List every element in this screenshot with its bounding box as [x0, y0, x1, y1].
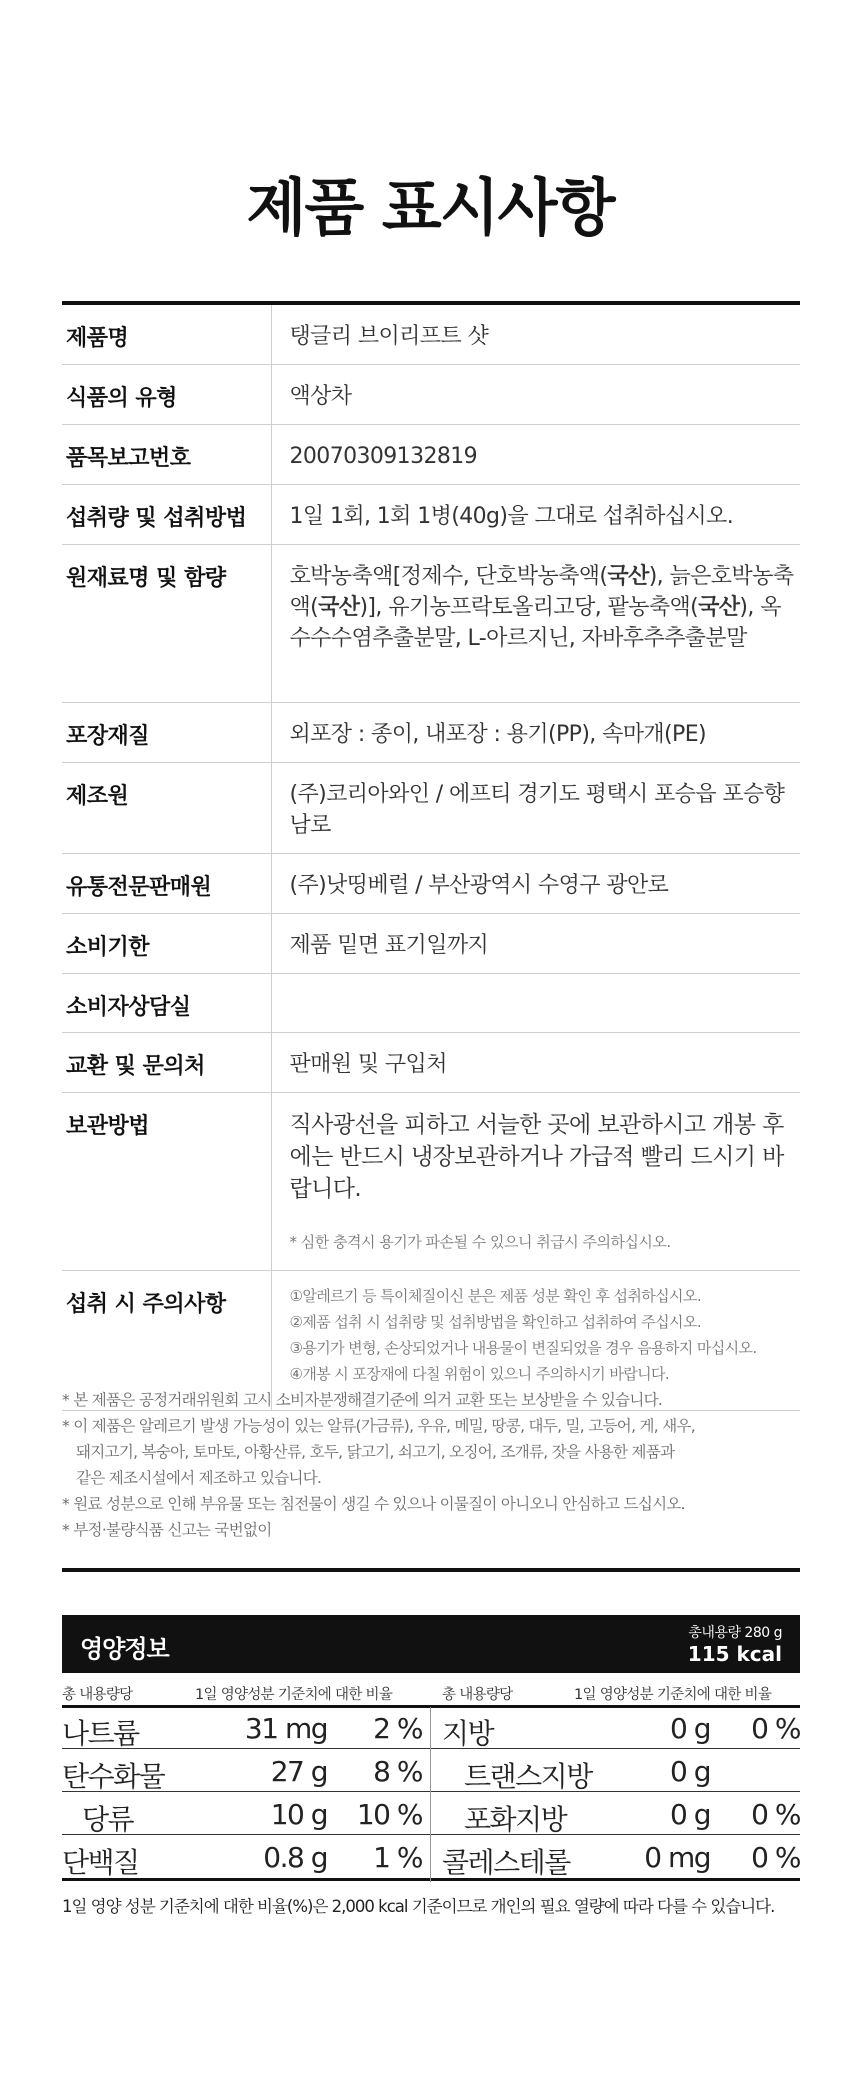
nutrient-name: 콜레스테롤 [442, 1846, 570, 1879]
nutrition-rule [62, 1834, 800, 1835]
row-food-type [62, 365, 800, 425]
nutrient-name: 탄수화물 [62, 1760, 165, 1793]
nutrition-total-amount: 총내용량 280 g [688, 1625, 782, 1641]
label-packaging: 포장재질 [62, 703, 271, 763]
label-ingredients: 원재료명 및 함량 [62, 545, 271, 703]
nutrient-row [62, 1708, 422, 1748]
label-exchange: 교환 및 문의처 [62, 1033, 271, 1093]
col-per-left: 총 내용량당 [62, 1687, 133, 1703]
caution-item: ④개봉 시 포장재에 다칠 위험이 있으니 주의하시기 바랍니다. [289, 1365, 670, 1383]
row-ingredients [62, 545, 800, 703]
storage-note: * 심한 충격시 용기가 파손될 수 있으니 취급시 주의하십시오. [289, 1233, 671, 1251]
disclaimer-line: * 부정·불량식품 신고는 국번없이 [62, 1521, 272, 1539]
nutrient-name: 단백질 [62, 1846, 139, 1879]
disclaimer-line: 돼지고기, 복숭아, 토마토, 아황산류, 호두, 닭고기, 쇠고기, 오징어, 조개류, 잣을 사용한 제품과 [76, 1443, 675, 1461]
nutrient-row [62, 1837, 422, 1877]
nutrient-percent: 0 % [751, 1841, 800, 1874]
col-per-right: 총 내용량당 [442, 1687, 513, 1703]
row-intake [62, 485, 800, 545]
col-ratio-right: 1일 영양성분 기준치에 대한 비율 [574, 1687, 772, 1703]
nutrition-column-divider [430, 1707, 431, 1882]
nutrition-title: 영양정보 [80, 1635, 169, 1663]
nutrient-row [442, 1837, 800, 1877]
caution-item: ②제품 섭취 시 섭취량 및 섭취방법을 확인하고 섭취하여 주십시오. [289, 1313, 702, 1331]
value-consumer-office [271, 974, 800, 1033]
label-food-type: 식품의 유형 [62, 365, 271, 425]
value-manufacturer: (주)코리아와인 / 에프티 경기도 평택시 포승읍 포승향남로 [271, 763, 800, 854]
row-expiry [62, 914, 800, 974]
nutrition-rule [62, 1748, 800, 1749]
label-expiry: 소비기한 [62, 914, 271, 974]
nutrient-name: 포화지방 [464, 1803, 567, 1836]
nutrient-row [62, 1794, 422, 1834]
ingredients-part: ), 늙은호박농축액( [289, 564, 794, 620]
disclaimer-line: * 이 제품은 알레르기 발생 가능성이 있는 알류(가금류), 우유, 메밀, 땅콩, 대두, 밀, 고등어, 게, 새우, [62, 1417, 696, 1435]
nutrient-amount: 0.8 g [263, 1841, 327, 1874]
value-storage [271, 1093, 800, 1271]
label-cautions: 섭취 시 주의사항 [62, 1271, 271, 1411]
ingredients-part: )], 유기농프락토올리고당, 팥농축액( [359, 595, 699, 620]
label-intake: 섭취량 및 섭취방법 [62, 485, 271, 545]
caution-item: ③용기가 변형, 손상되었거나 내용물이 변질되었을 경우 음용하지 마십시오. [289, 1339, 757, 1357]
nutrition-footnote: 1일 영양 성분 기준치에 대한 비율(%)은 2,000 kcal 기준이므로 개인의 필요 열량에 따라 다를 수 있습니다. [62, 1897, 775, 1916]
nutrient-percent: 0 % [751, 1798, 800, 1831]
row-consumer-office [62, 974, 800, 1033]
label-manufacturer: 제조원 [62, 763, 271, 854]
nutrient-name: 지방 [442, 1717, 494, 1750]
value-expiry: 제품 밑면 표기일까지 [271, 914, 800, 974]
row-storage [62, 1093, 800, 1271]
row-product-name [62, 303, 800, 365]
nutrient-amount: 10 g [270, 1798, 327, 1831]
ingredients-part: ), 옥수수수염추출분말, L-아르지닌, 자바후추추출분말 [289, 595, 781, 651]
nutrient-row [442, 1794, 800, 1834]
nutrient-amount: 0 g [670, 1755, 710, 1788]
section-divider [62, 1568, 800, 1572]
value-product-name: 탱글리 브이리프트 샷 [271, 303, 800, 365]
nutrient-row [442, 1751, 800, 1791]
label-report-no: 품목보고번호 [62, 425, 271, 485]
nutrient-percent: 8 % [373, 1755, 422, 1788]
page-title: 제품 표시사항 [246, 171, 614, 244]
nutrient-row [62, 1751, 422, 1791]
value-ingredients [271, 545, 800, 703]
product-info-table [62, 301, 800, 1411]
disclaimer-line: 같은 제조시설에서 제조하고 있습니다. [76, 1469, 322, 1487]
nutrient-amount: 31 mg [244, 1712, 327, 1745]
nutrient-percent: 1 % [373, 1841, 422, 1874]
nutrient-row [442, 1708, 800, 1748]
origin-mark: 국산 [607, 564, 649, 589]
ingredients-part: 호박농축액[정제수, 단호박농축액( [289, 564, 608, 589]
nutrient-amount: 27 g [270, 1755, 327, 1788]
value-food-type: 액상차 [271, 365, 800, 425]
row-distributor [62, 854, 800, 914]
nutrient-percent: 10 % [356, 1798, 422, 1831]
nutrition-rule [62, 1878, 800, 1881]
row-packaging [62, 703, 800, 763]
value-packaging: 외포장 : 종이, 내포장 : 용기(PP), 속마개(PE) [271, 703, 800, 763]
nutrition-kcal: 115 kcal [687, 1642, 782, 1666]
row-exchange [62, 1033, 800, 1093]
col-ratio-left: 1일 영양성분 기준치에 대한 비율 [195, 1687, 393, 1703]
nutrient-percent: 0 % [751, 1712, 800, 1745]
nutrient-amount: 0 g [670, 1798, 710, 1831]
value-report-no: 20070309132819 [271, 425, 800, 485]
label-product-name: 제품명 [62, 303, 271, 365]
value-exchange: 판매원 및 구입처 [271, 1033, 800, 1093]
row-report-no [62, 425, 800, 485]
nutrient-percent: 2 % [373, 1712, 422, 1745]
disclaimer-line: * 본 제품은 공정거래위원회 고시 소비자분쟁해결기준에 의거 교환 또는 보상받을 수 있습니다. [62, 1391, 663, 1409]
origin-mark: 국산 [318, 595, 360, 620]
nutrient-name: 당류 [82, 1803, 134, 1836]
label-distributor: 유통전문판매원 [62, 854, 271, 914]
label-consumer-office: 소비자상담실 [62, 974, 271, 1033]
row-manufacturer [62, 763, 800, 854]
storage-text: 직사광선을 피하고 서늘한 곳에 보관하시고 개봉 후에는 반드시 냉장보관하거나 가급적 빨리 드시기 바랍니다. [289, 1112, 784, 1202]
nutrition-rule [62, 1791, 800, 1792]
disclaimer-line: * 원료 성분으로 인해 부유물 또는 침전물이 생길 수 있으나 이물질이 아니오니 안심하고 드십시오. [62, 1495, 685, 1513]
value-intake: 1일 1회, 1회 1병(40g)을 그대로 섭취하십시오. [271, 485, 800, 545]
caution-list [290, 1283, 801, 1387]
nutrient-amount: 0 mg [644, 1841, 710, 1874]
disclaimer-notes [62, 1387, 800, 1543]
nutrient-amount: 0 g [670, 1712, 710, 1745]
caution-item: ①알레르기 등 특이체질이신 분은 제품 성분 확인 후 섭취하십시오. [289, 1287, 702, 1305]
label-storage: 보관방법 [62, 1093, 271, 1271]
origin-mark: 국산 [698, 595, 740, 620]
nutrition-header [62, 1615, 800, 1673]
nutrient-name: 트랜스지방 [464, 1760, 592, 1793]
nutrient-name: 나트륨 [62, 1717, 139, 1750]
value-distributor: (주)낫띵베럴 / 부산광역시 수영구 광안로 [271, 854, 800, 914]
